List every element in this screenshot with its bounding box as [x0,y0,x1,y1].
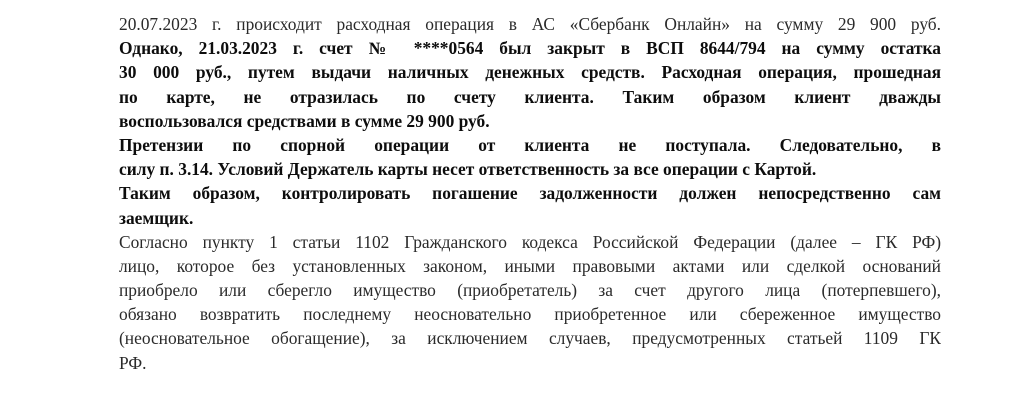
text-line: приобрело или сберегло имущество (приобретатель) за счет другого лица (потерпевшего), [119,280,941,301]
text-line: Претензии по спорной операции от клиента не поступала. Следовательно, в [119,134,941,155]
text-line: (неосновательное обогащение), за исключением случаев, предусмотренных статьей 1109 ГК [119,328,941,349]
text-line: заемщик. [119,207,194,228]
text-line: обязано возвратить последнему неосновательно приобретенное или сбереженное имущество [119,304,941,325]
text-line: лицо, которое без установленных законом, иными правовыми актами или сделкой оснований [119,255,941,276]
text-line: воспользовался средствами в сумме 29 900 руб. [119,110,490,131]
text-line: силу п. 3.14. Условий Держатель карты несет ответственность за все операции с Картой. [119,159,817,180]
text-line: Таким образом, контролировать погашение задолженности должен непосредственно сам [119,183,941,204]
text-line: 30 000 руб., путем выдачи наличных денежных средств. Расходная операция, прошедная [119,62,941,83]
text-line: по карте, не отразилась по счету клиента. Таким образом клиент дважды [119,86,941,107]
document-text [119,12,941,375]
text-line: Согласно пункту 1 статьи 1102 Гражданского кодекса Российской Федерации (далее – ГК РФ) [119,231,941,252]
text-line: 20.07.2023 г. происходит расходная операция в АС «Сбербанк Онлайн» на сумму 29 900 руб. [119,14,941,34]
text-line: Однако, 21.03.2023 г. счет № ****0564 был закрыт в ВСП 8644/794 на сумму остатка [119,38,941,59]
text-line: РФ. [119,352,147,373]
